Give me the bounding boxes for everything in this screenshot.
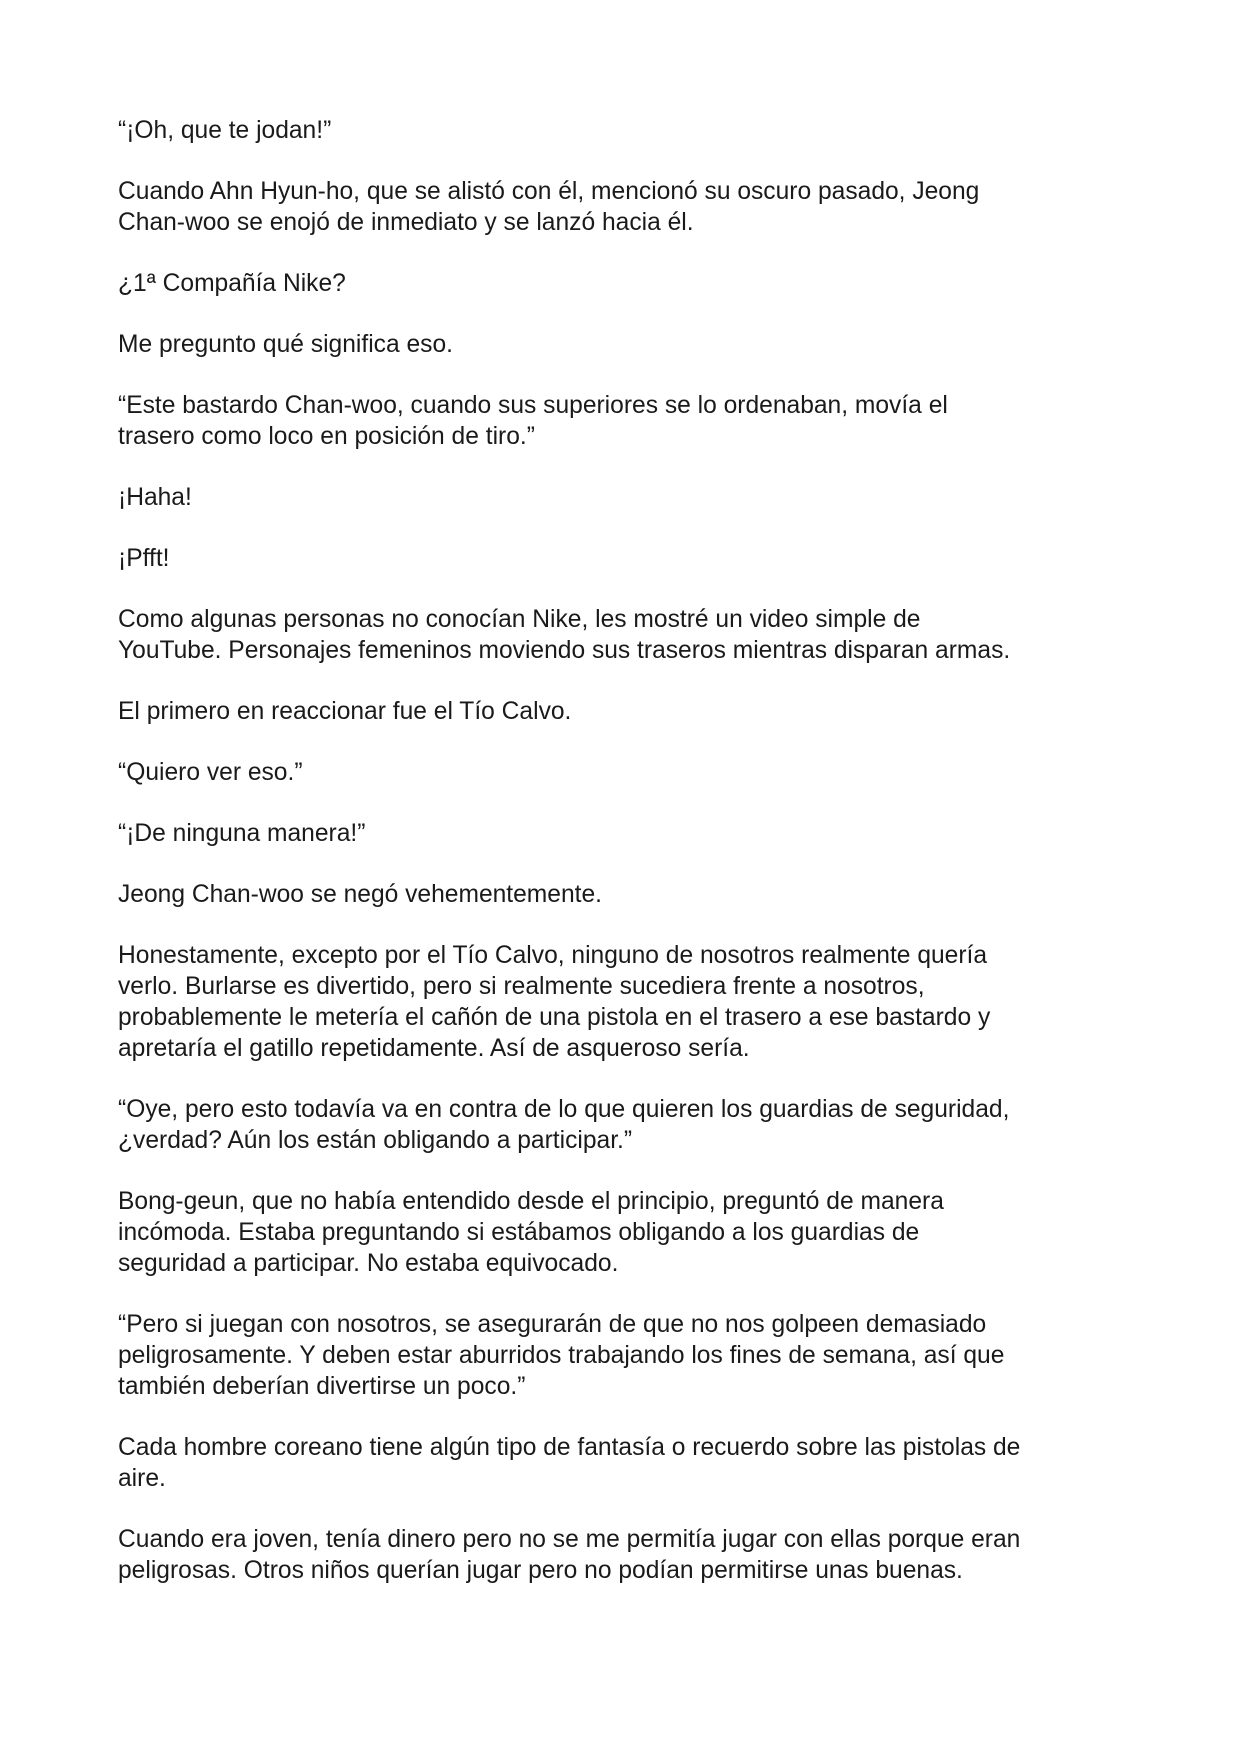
text-line: El primero en reaccionar fue el Tío Calvo.: [118, 698, 572, 725]
paragraph: [118, 1186, 1128, 1279]
text-line: ¿1ª Compañía Nike?: [118, 270, 346, 297]
text-line: Cuando Ahn Hyun-ho, que se alistó con él, mencionó su oscuro pasado, Jeong: [118, 178, 980, 205]
paragraph: [118, 329, 1128, 360]
paragraph: [118, 879, 1128, 910]
paragraph: [118, 1524, 1128, 1586]
paragraph: [118, 1432, 1128, 1494]
text-line: YouTube. Personajes femeninos moviendo sus traseros mientras disparan armas.: [118, 637, 1011, 664]
text-line: apretaría el gatillo repetidamente. Así de asqueroso sería.: [118, 1035, 750, 1062]
text-line: seguridad a participar. No estaba equivocado.: [118, 1250, 619, 1277]
text-line: incómoda. Estaba preguntando si estábamos obligando a los guardias de: [118, 1219, 920, 1246]
text-line: “¡Oh, que te jodan!”: [118, 117, 332, 144]
text-line: “¡De ninguna manera!”: [118, 820, 366, 847]
paragraph: [118, 940, 1128, 1064]
paragraph: [118, 176, 1128, 238]
text-line: “Pero si juegan con nosotros, se asegurarán de que no nos golpeen demasiado: [118, 1311, 987, 1338]
text-line: ¡Pfft!: [118, 545, 170, 572]
text-line: peligrosas. Otros niños querían jugar pero no podían permitirse unas buenas.: [118, 1557, 963, 1584]
paragraph: [118, 268, 1128, 299]
paragraph: [118, 115, 1128, 146]
text-line: Me pregunto qué significa eso.: [118, 331, 453, 358]
text-line: ¡Haha!: [118, 484, 192, 511]
text-line: Cada hombre coreano tiene algún tipo de fantasía o recuerdo sobre las pistolas de: [118, 1434, 1021, 1461]
text-line: también deberían divertirse un poco.”: [118, 1373, 526, 1400]
text-line: peligrosamente. Y deben estar aburridos trabajando los fines de semana, así que: [118, 1342, 1005, 1369]
paragraph: [118, 604, 1128, 666]
paragraph: [118, 390, 1128, 452]
text-line: verlo. Burlarse es divertido, pero si realmente sucediera frente a nosotros,: [118, 973, 925, 1000]
text-line: Jeong Chan-woo se negó vehementemente.: [118, 881, 602, 908]
text-line: Bong-geun, que no había entendido desde el principio, preguntó de manera: [118, 1188, 944, 1215]
document-body: [118, 115, 1128, 1616]
paragraph: [118, 1309, 1128, 1402]
paragraph: [118, 543, 1128, 574]
text-line: probablemente le metería el cañón de una pistola en el trasero a ese bastardo y: [118, 1004, 991, 1031]
paragraph: [118, 818, 1128, 849]
text-line: ¿verdad? Aún los están obligando a participar.”: [118, 1127, 633, 1154]
text-line: trasero como loco en posición de tiro.”: [118, 423, 535, 450]
paragraph: [118, 696, 1128, 727]
text-line: Cuando era joven, tenía dinero pero no se me permitía jugar con ellas porque eran: [118, 1526, 1021, 1553]
text-line: Honestamente, excepto por el Tío Calvo, ninguno de nosotros realmente quería: [118, 942, 988, 969]
text-line: “Este bastardo Chan-woo, cuando sus superiores se lo ordenaban, movía el: [118, 392, 948, 419]
text-line: “Oye, pero esto todavía va en contra de lo que quieren los guardias de seguridad,: [118, 1096, 1010, 1123]
paragraph: [118, 757, 1128, 788]
text-line: aire.: [118, 1465, 166, 1492]
text-line: Como algunas personas no conocían Nike, les mostré un video simple de: [118, 606, 921, 633]
paragraph: [118, 1094, 1128, 1156]
paragraph: [118, 482, 1128, 513]
text-line: “Quiero ver eso.”: [118, 759, 303, 786]
text-line: Chan-woo se enojó de inmediato y se lanzó hacia él.: [118, 209, 694, 236]
